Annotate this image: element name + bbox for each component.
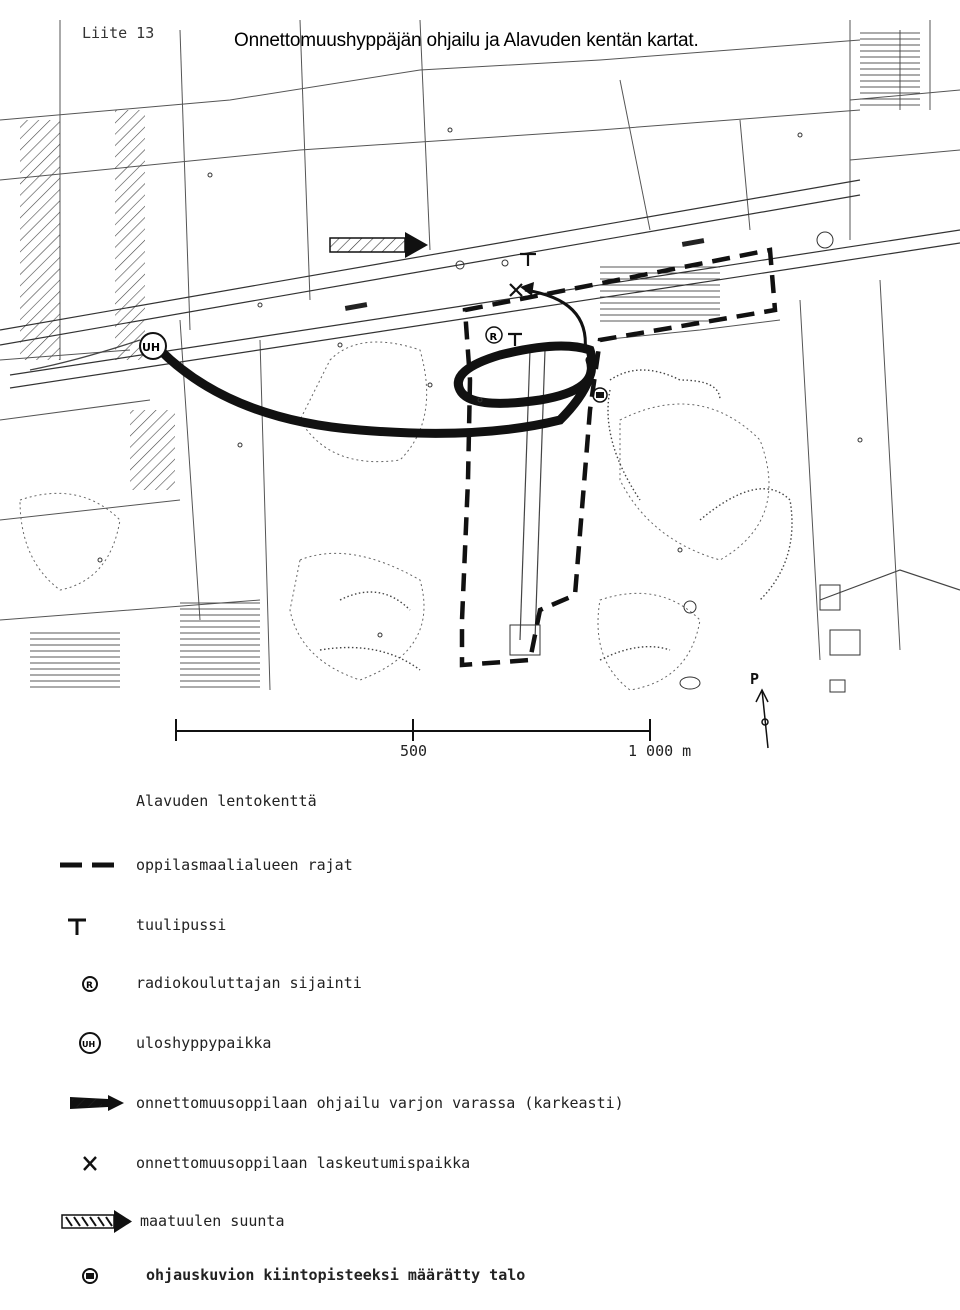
striped-field [30,630,120,690]
legend-item-reference-house: ohjauskuvion kiintopisteeksi määrätty talo [0,1258,960,1294]
legend-item-wind-direction: maatuulen suunta [0,1204,960,1240]
descent-path-loop [525,290,585,350]
svg-text:UH: UH [82,1040,96,1049]
marsh-area [130,410,175,490]
page-title: Onnettomuushyppäjän ohjailu ja Alavuden kentän kartat. [234,30,699,51]
legend-item-windsock: tuulipussi [0,908,960,944]
scale-mid-label: 500 [400,742,428,760]
exit-point-marker [140,333,166,359]
radio-instructor-marker [486,327,502,343]
steering-arrow-icon [52,1086,132,1122]
wind-arrow-icon [58,1204,138,1240]
forest-boundaries [20,342,769,690]
x-mark-icon [52,1146,132,1182]
reference-house-marker [593,388,607,402]
legend-item-steering-arrow: onnettomuusoppilaan ohjailu varjon varassa (karkeasti) [0,1086,960,1122]
exit-point-icon [52,1026,132,1062]
reference-house-icon [52,1258,132,1294]
legend-item-target-boundary: oppilasmaalialueen rajat [0,848,960,884]
striped-field [860,30,920,110]
marsh-area [20,120,60,360]
scale-bar [176,719,650,741]
landing-spot-x [510,284,522,296]
hill-hatching [320,370,792,670]
striped-field [180,600,260,690]
svg-text:UH: UH [142,341,161,354]
legend-item-radio-instructor: R radiokouluttajan sijainti [0,966,960,1002]
appendix-label: Liite 13 [82,24,155,42]
svg-text:R: R [86,981,93,991]
svg-text:R: R [489,332,498,343]
legend-item-landing-spot: onnettomuusoppilaan laskeutumispaikka [0,1146,960,1182]
north-arrow [756,690,768,748]
legend-item-exit-point: UH uloshyppypaikka [0,1026,960,1062]
legend-title: Alavuden lentokenttä [136,792,317,810]
dashed-line-icon [52,848,132,884]
scale-end-label: 1 000 m [628,742,692,760]
wind-direction-arrow [330,232,428,258]
windsock-icon [52,908,132,944]
north-label: P [750,670,760,688]
radio-instructor-icon [52,966,132,1002]
